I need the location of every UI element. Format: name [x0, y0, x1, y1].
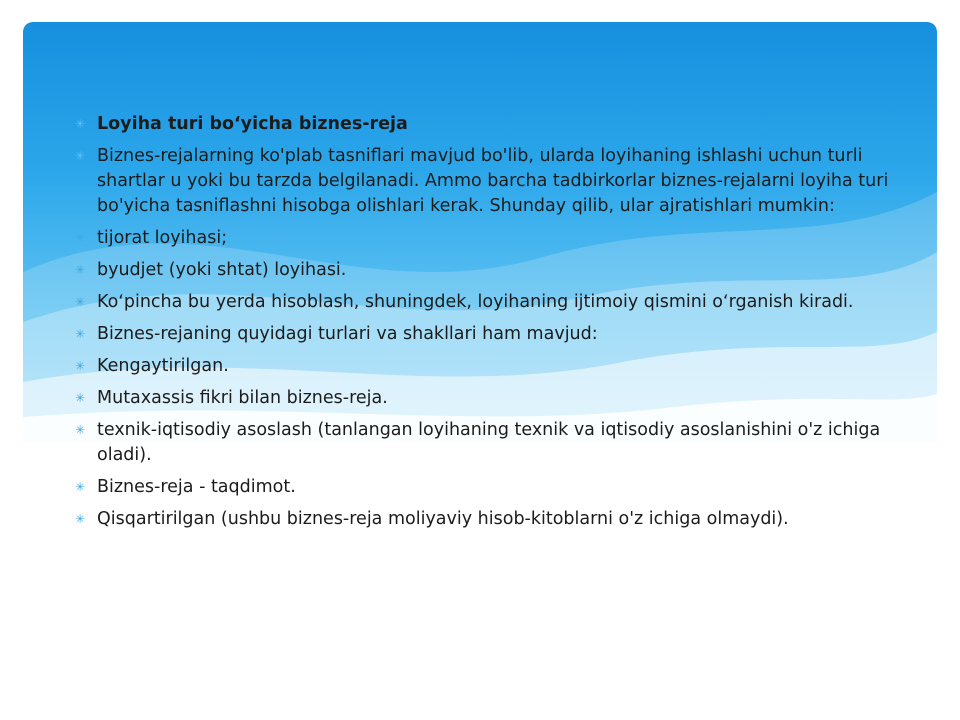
asterisk-icon: ✳: [75, 512, 86, 526]
list-item: [72, 258, 902, 283]
asterisk-icon: ✳: [75, 391, 86, 405]
list-item-text: Biznes-rejalarning ko'plab tasniflari mavjud bo'lib, ularda loyihaning ishlashi uchun turli shartlar u yoki bu tarzda belgilanadi. Ammo barcha tadbirkorlar biznes-rejalarni loyiha turi bo'yicha tasniflashni hisobga olishlari kerak. Shunday qilib, ular ajratishlari mumkin:: [97, 146, 889, 216]
asterisk-icon: ✳: [75, 480, 86, 494]
list-item-text: Biznes-rejaning quyidagi turlari va shakllari ham mavjud:: [97, 324, 598, 344]
list-item-text: Loyiha turi boʻyicha biznes-reja: [97, 114, 408, 134]
list-item: [72, 507, 902, 532]
asterisk-icon: ✳: [75, 359, 86, 373]
list-item-text: tijorat loyihasi;: [97, 228, 228, 248]
list-item-text: Biznes-reja - taqdimot.: [97, 477, 296, 497]
list-item: [72, 475, 902, 500]
slide-body: [72, 112, 902, 539]
list-item: [72, 226, 902, 251]
list-item: [72, 418, 902, 468]
asterisk-icon: ✳: [75, 263, 86, 277]
list-item-text: texnik-iqtisodiy asoslash (tanlangan loyihaning texnik va iqtisodiy asoslanishini o'z ichiga oladi).: [97, 420, 881, 465]
bullet-list: [72, 112, 902, 532]
list-item-text: Kengaytirilgan.: [97, 356, 229, 376]
list-item-text: Koʻpincha bu yerda hisoblash, shuningdek, loyihaning ijtimoiy qismini oʻrganish kiradi.: [97, 292, 854, 312]
list-item: [72, 322, 902, 347]
asterisk-icon: ✳: [75, 117, 86, 131]
asterisk-icon: ✳: [75, 327, 86, 341]
list-item: [72, 144, 902, 219]
list-item-text: Mutaxassis fikri bilan biznes-reja.: [97, 388, 388, 408]
asterisk-icon: ✳: [75, 423, 86, 437]
list-item-text: byudjet (yoki shtat) loyihasi.: [97, 260, 347, 280]
asterisk-icon: ✳: [75, 231, 86, 245]
asterisk-icon: ✳: [75, 149, 86, 163]
list-item: [72, 290, 902, 315]
list-item-text: Qisqartirilgan (ushbu biznes-reja moliyaviy hisob-kitoblarni o'z ichiga olmaydi).: [97, 509, 789, 529]
asterisk-icon: ✳: [75, 295, 86, 309]
list-item: [72, 354, 902, 379]
list-item: [72, 386, 902, 411]
list-item: [72, 112, 902, 137]
